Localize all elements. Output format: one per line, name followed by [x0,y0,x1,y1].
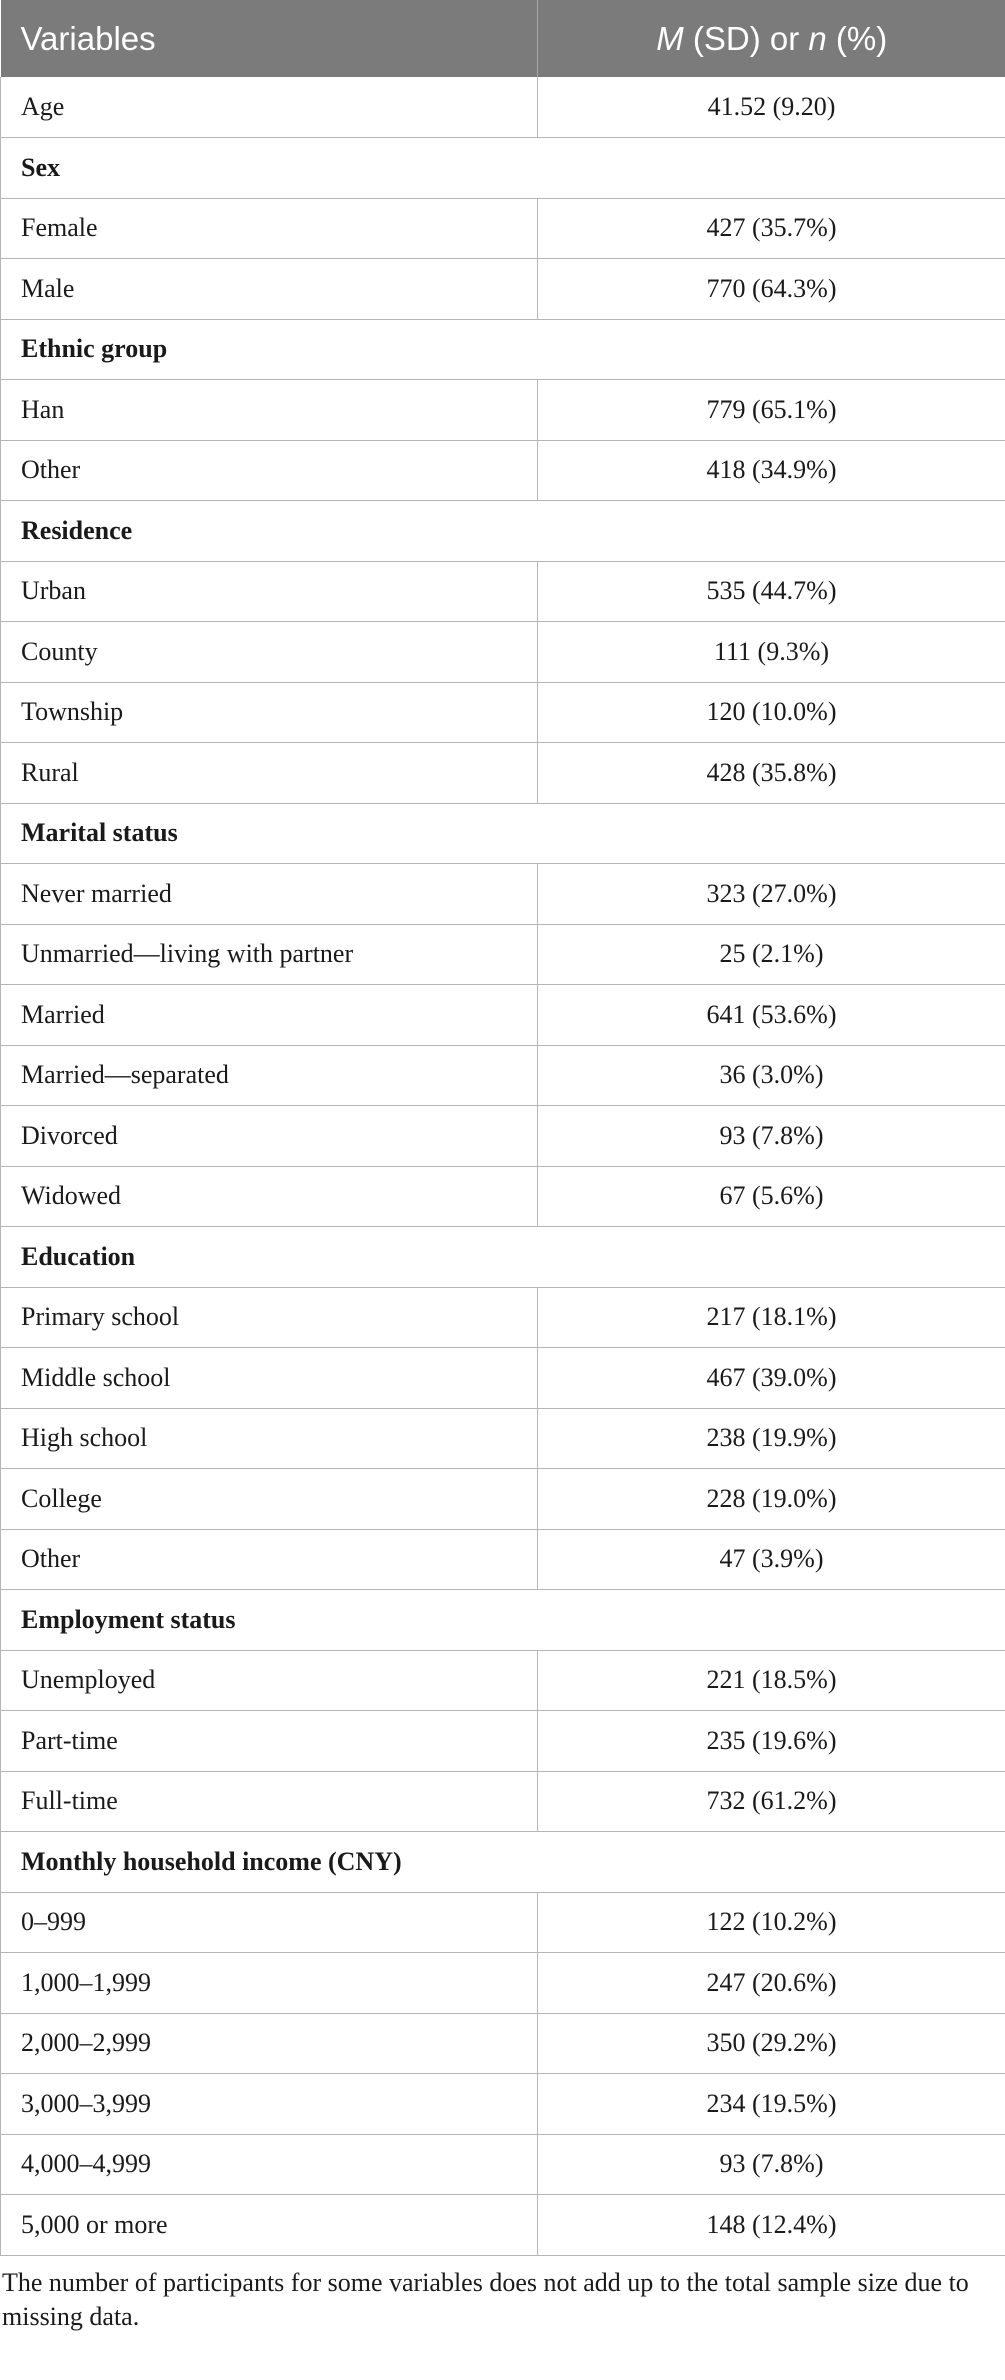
row-label: Unemployed [1,1650,538,1711]
row-value: 120 (10.0%) [538,682,1005,743]
row-label: 0–999 [1,1892,538,1953]
row-label: Married—separated [1,1045,538,1106]
row-label: Township [1,682,538,743]
row-value: 93 (7.8%) [538,1106,1005,1167]
row-label: Unmarried—living with partner [1,924,538,985]
row-label: Other [1,1529,538,1590]
row-label: County [1,622,538,683]
row-label: Divorced [1,1106,538,1167]
row-label: Han [1,380,538,441]
table-row [1,2074,1005,2135]
row-label: Age [1,77,538,138]
header-percent: (%) [826,19,888,57]
row-label: Male [1,259,538,320]
table-row [1,1711,1005,1772]
row-label: High school [1,1408,538,1469]
table-row [1,2013,1005,2074]
section-header-row [1,803,1005,864]
table-row [1,1469,1005,1530]
table-row [1,924,1005,985]
row-label: Never married [1,864,538,925]
table-header [1,0,1005,77]
row-value: 93 (7.8%) [538,2134,1005,2195]
row-value: 36 (3.0%) [538,1045,1005,1106]
row-label: Urban [1,561,538,622]
table-row [1,1045,1005,1106]
row-value: 732 (61.2%) [538,1771,1005,1832]
table-row [1,198,1005,259]
header-m: M [656,19,684,57]
row-label: Rural [1,743,538,804]
row-value: 47 (3.9%) [538,1529,1005,1590]
row-label: College [1,1469,538,1530]
section-title: Sex [1,138,1005,199]
section-header-row [1,138,1005,199]
section-header-row [1,1227,1005,1288]
section-header-row [1,319,1005,380]
row-value: 641 (53.6%) [538,985,1005,1046]
row-value: 217 (18.1%) [538,1287,1005,1348]
section-header-row [1,501,1005,562]
header-variables: Variables [1,0,538,77]
row-value: 228 (19.0%) [538,1469,1005,1530]
row-value: 148 (12.4%) [538,2195,1005,2256]
table-row [1,1348,1005,1409]
row-value: 221 (18.5%) [538,1650,1005,1711]
table-row [1,1953,1005,2014]
row-value: 770 (64.3%) [538,259,1005,320]
table-body [1,77,1005,2255]
row-label: 4,000–4,999 [1,2134,538,2195]
row-label: Female [1,198,538,259]
section-title: Monthly household income (CNY) [1,1832,1005,1893]
section-title: Residence [1,501,1005,562]
header-sd-or: (SD) or [683,19,809,57]
row-label: Other [1,440,538,501]
table-row [1,2195,1005,2256]
table-footnote: The number of participants for some variables does not add up to the total sample size due to missing data. [2,2267,969,2331]
table-row [1,1892,1005,1953]
table-row [1,77,1005,138]
section-title: Employment status [1,1590,1005,1651]
section-header-row [1,1832,1005,1893]
table-row [1,743,1005,804]
row-label: 2,000–2,999 [1,2013,538,2074]
row-value: 350 (29.2%) [538,2013,1005,2074]
table-row [1,864,1005,925]
row-label: Widowed [1,1166,538,1227]
table-row [1,682,1005,743]
section-title: Marital status [1,803,1005,864]
row-value: 535 (44.7%) [538,561,1005,622]
table-row [1,2134,1005,2195]
row-value: 428 (35.8%) [538,743,1005,804]
header-statistic [538,0,1005,77]
section-header-row [1,1590,1005,1651]
row-value: 41.52 (9.20) [538,77,1005,138]
row-label: 1,000–1,999 [1,1953,538,2014]
row-value: 427 (35.7%) [538,198,1005,259]
table-row [1,1408,1005,1469]
section-title: Education [1,1227,1005,1288]
table-row [1,1287,1005,1348]
row-label: Part-time [1,1711,538,1772]
row-label: 3,000–3,999 [1,2074,538,2135]
table-row [1,622,1005,683]
table-row [1,985,1005,1046]
row-label: Married [1,985,538,1046]
row-label: Full-time [1,1771,538,1832]
row-value: 111 (9.3%) [538,622,1005,683]
row-value: 122 (10.2%) [538,1892,1005,1953]
row-value: 779 (65.1%) [538,380,1005,441]
row-label: 5,000 or more [1,2195,538,2256]
row-value: 234 (19.5%) [538,2074,1005,2135]
row-value: 467 (39.0%) [538,1348,1005,1409]
table-row [1,1529,1005,1590]
table-row [1,561,1005,622]
section-title: Ethnic group [1,319,1005,380]
header-n: n [808,19,827,57]
table-row [1,1106,1005,1167]
row-value: 418 (34.9%) [538,440,1005,501]
row-value: 67 (5.6%) [538,1166,1005,1227]
row-value: 235 (19.6%) [538,1711,1005,1772]
table-row [1,1650,1005,1711]
row-value: 323 (27.0%) [538,864,1005,925]
table-row [1,440,1005,501]
table-row [1,259,1005,320]
table-row [1,380,1005,441]
table-row [1,1166,1005,1227]
table-row [1,1771,1005,1832]
row-value: 25 (2.1%) [538,924,1005,985]
row-label: Middle school [1,1348,538,1409]
row-value: 247 (20.6%) [538,1953,1005,2014]
row-value: 238 (19.9%) [538,1408,1005,1469]
row-label: Primary school [1,1287,538,1348]
